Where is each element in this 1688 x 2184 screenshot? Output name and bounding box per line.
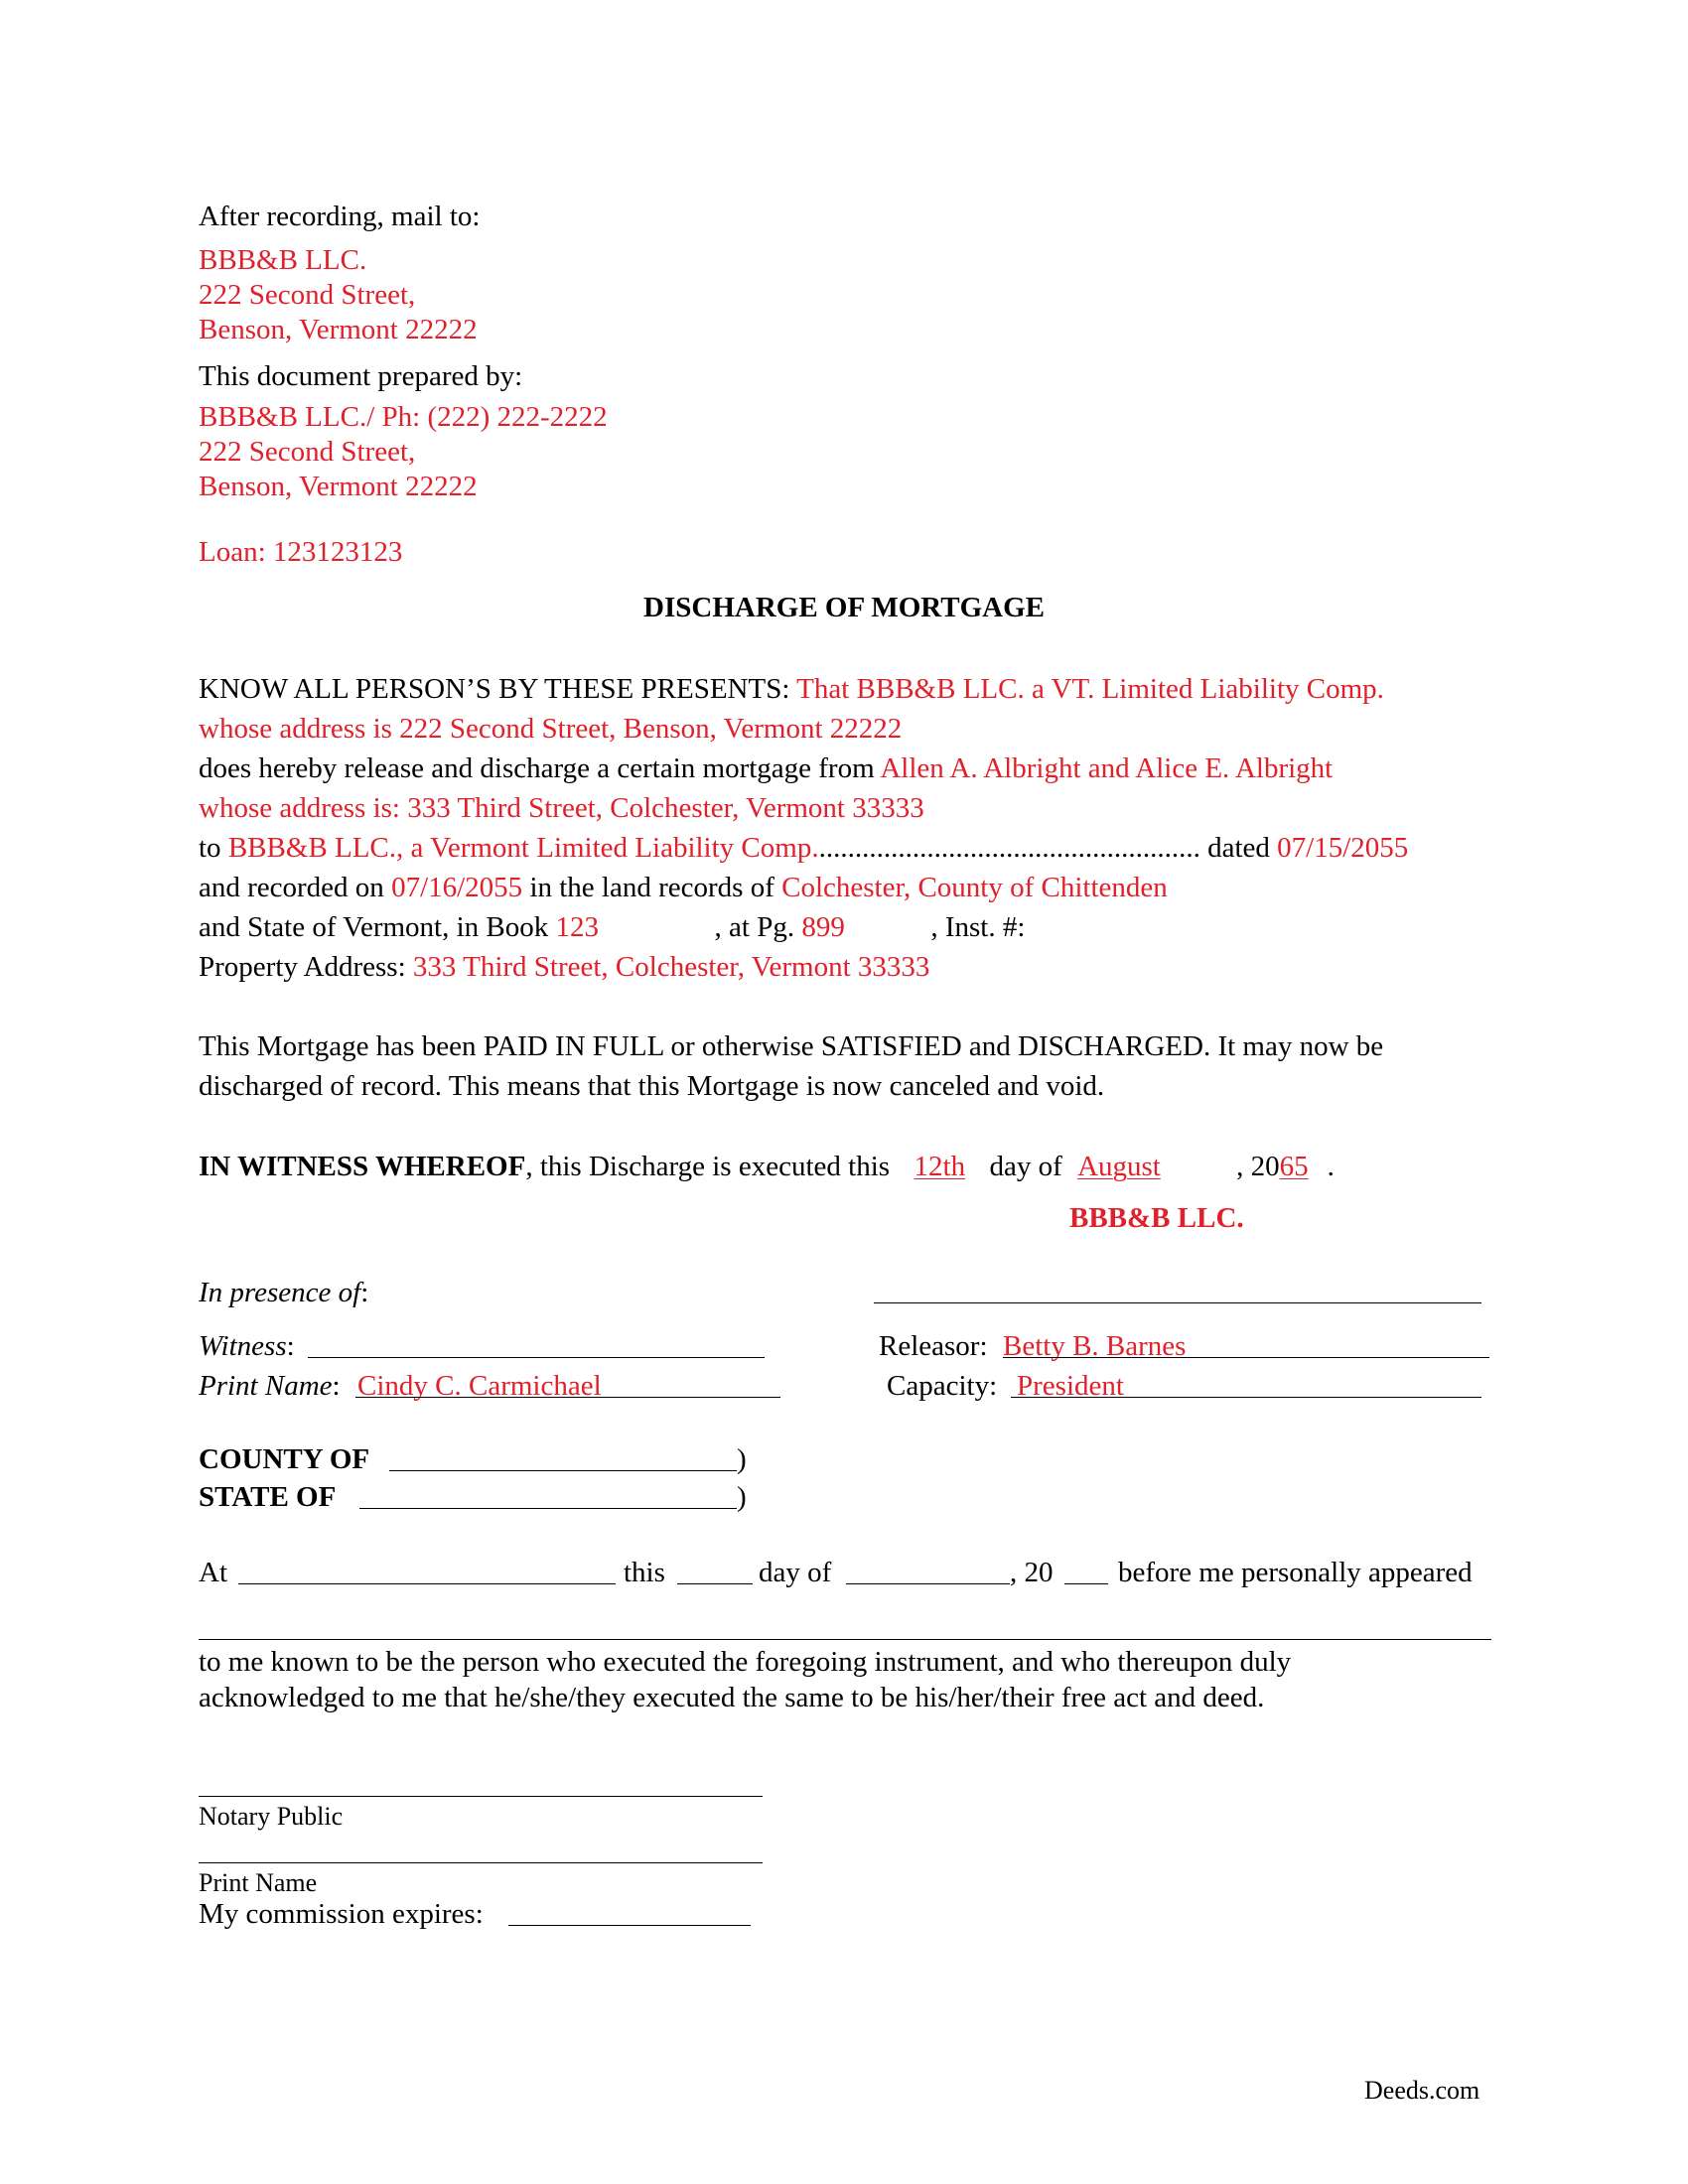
executed-text: , this Discharge is executed this	[525, 1151, 891, 1182]
book-line	[199, 909, 1025, 945]
known-line-2: acknowledged to me that he/she/they executed the same to be his/her/their free act and deed.	[199, 1682, 1265, 1713]
know-all-text: KNOW ALL PERSON’S BY THESE PRESENTS:	[199, 673, 790, 705]
capacity-value: President	[1017, 1370, 1124, 1402]
mail-to-line2: 222 Second Street,	[199, 279, 416, 311]
recorded-value: 07/16/2055	[391, 872, 523, 903]
recorded-label: and recorded on	[199, 872, 384, 903]
witness-label: Witness	[199, 1330, 287, 1362]
company-signature-name: BBB&B LLC.	[1069, 1202, 1244, 1234]
mail-to-label: After recording, mail to:	[199, 201, 481, 232]
releasor-name: Betty B. Barnes	[1003, 1330, 1187, 1362]
page-value: 899	[801, 911, 845, 943]
county-rule[interactable]	[389, 1470, 737, 1471]
book-value: 123	[555, 911, 600, 943]
recorded-line	[199, 870, 1168, 905]
land-records-value: Colchester, County of Chittenden	[781, 872, 1168, 903]
execution-year: 65	[1279, 1151, 1309, 1182]
releasor-signature-line[interactable]	[1003, 1357, 1489, 1358]
prepared-by-line3: Benson, Vermont 22222	[199, 471, 478, 502]
leader-dots: .....................................................	[818, 832, 1200, 864]
paid-line-1: This Mortgage has been PAID IN FULL or otherwise SATISFIED and DISCHARGED. It may now be	[199, 1030, 1384, 1062]
pg-label: , at Pg.	[714, 911, 795, 943]
in-witness-line	[199, 1149, 1335, 1184]
property-label: Property Address:	[199, 951, 406, 983]
witness-print-name: Cindy C. Carmichael	[357, 1370, 602, 1402]
know-all-line	[199, 671, 1384, 707]
state-paren: )	[737, 1481, 747, 1513]
execution-day: 12th	[914, 1151, 966, 1182]
witness-line	[199, 1328, 295, 1364]
release-line	[199, 751, 1333, 786]
day-rule[interactable]	[677, 1583, 753, 1584]
state-of-label: STATE OF	[199, 1481, 337, 1513]
deeds-brand: Deeds.com	[1364, 2076, 1480, 2105]
mail-to-line3: Benson, Vermont 22222	[199, 314, 478, 345]
releasor-description: That BBB&B LLC. a VT. Limited Liability Comp.	[796, 673, 1384, 705]
this-label: this	[624, 1557, 665, 1588]
releasor-label: Releasor:	[879, 1330, 988, 1362]
year-prefix: , 20	[1236, 1151, 1280, 1182]
capacity-label: Capacity:	[887, 1370, 998, 1402]
land-records-label: in the land records of	[529, 872, 774, 903]
prepared-by-line2: 222 Second Street,	[199, 436, 416, 468]
dated-value: 07/15/2055	[1277, 832, 1409, 864]
dated-label: dated	[1207, 832, 1270, 864]
in-witness-label: IN WITNESS WHEREOF	[199, 1151, 526, 1182]
mortgagee-line	[199, 830, 1408, 866]
witness-colon: :	[286, 1330, 295, 1362]
notary-print-name-rule[interactable]	[199, 1862, 763, 1863]
period: .	[1327, 1151, 1335, 1182]
to-label: to	[199, 832, 221, 864]
appeared-label: before me personally appeared	[1118, 1557, 1473, 1588]
company-signature-line[interactable]	[874, 1302, 1481, 1303]
notary-print-name-label: Print Name	[199, 1868, 318, 1897]
mortgagee: BBB&B LLC., a Vermont Limited Liability Comp.	[227, 832, 819, 864]
print-name-colon: :	[332, 1370, 341, 1402]
property-address: 333 Third Street, Colchester, Vermont 33333	[412, 951, 930, 983]
prepared-by-line1: BBB&B LLC./ Ph: (222) 222-2222	[199, 401, 608, 433]
notary-day-of-label: day of	[759, 1557, 832, 1588]
releasor-address: whose address is 222 Second Street, Benson, Vermont 22222	[199, 713, 903, 745]
month-rule[interactable]	[846, 1583, 1010, 1584]
paid-line-2: discharged of record. This means that this Mortgage is now canceled and void.	[199, 1070, 1105, 1102]
county-of-label: COUNTY OF	[199, 1443, 370, 1475]
property-line	[199, 949, 929, 985]
notary-public-label: Notary Public	[199, 1802, 344, 1831]
at-label: At	[199, 1557, 227, 1588]
at-rule[interactable]	[238, 1583, 616, 1584]
loan-number: Loan: 123123123	[199, 536, 403, 568]
mail-to-line1: BBB&B LLC.	[199, 244, 367, 276]
county-paren: )	[737, 1443, 747, 1475]
in-presence-colon: :	[360, 1277, 369, 1308]
day-of-label: day of	[989, 1151, 1062, 1182]
in-presence-label: In presence of	[199, 1277, 361, 1308]
prepared-by-label: This document prepared by:	[199, 360, 523, 392]
mortgagors-address: whose address is: 333 Third Street, Colchester, Vermont 33333	[199, 792, 924, 824]
notary-signature-rule[interactable]	[199, 1796, 763, 1797]
state-label: and State of Vermont, in Book	[199, 911, 549, 943]
capacity-rule[interactable]	[1011, 1397, 1481, 1398]
year-rule[interactable]	[1064, 1583, 1108, 1584]
witness-signature-line[interactable]	[308, 1357, 765, 1358]
print-name-rule[interactable]	[355, 1397, 780, 1398]
mortgagors: Allen A. Albright and Alice E. Albright	[880, 752, 1334, 784]
commission-label: My commission expires:	[199, 1898, 484, 1930]
in-presence-line	[199, 1275, 368, 1310]
inst-label: , Inst. #:	[930, 911, 1026, 943]
document-title: DISCHARGE OF MORTGAGE	[643, 592, 1045, 623]
appeared-name-rule[interactable]	[199, 1639, 1491, 1640]
execution-month: August	[1077, 1151, 1161, 1182]
notary-year-label: , 20	[1010, 1557, 1054, 1588]
known-line-1: to me known to be the person who executed the foregoing instrument, and who thereupon duly	[199, 1646, 1292, 1678]
print-name-line	[199, 1368, 341, 1404]
print-name-label: Print Name	[199, 1370, 333, 1402]
commission-rule[interactable]	[508, 1925, 751, 1926]
state-rule[interactable]	[359, 1508, 737, 1509]
release-text: does hereby release and discharge a certain mortgage from	[199, 752, 875, 784]
